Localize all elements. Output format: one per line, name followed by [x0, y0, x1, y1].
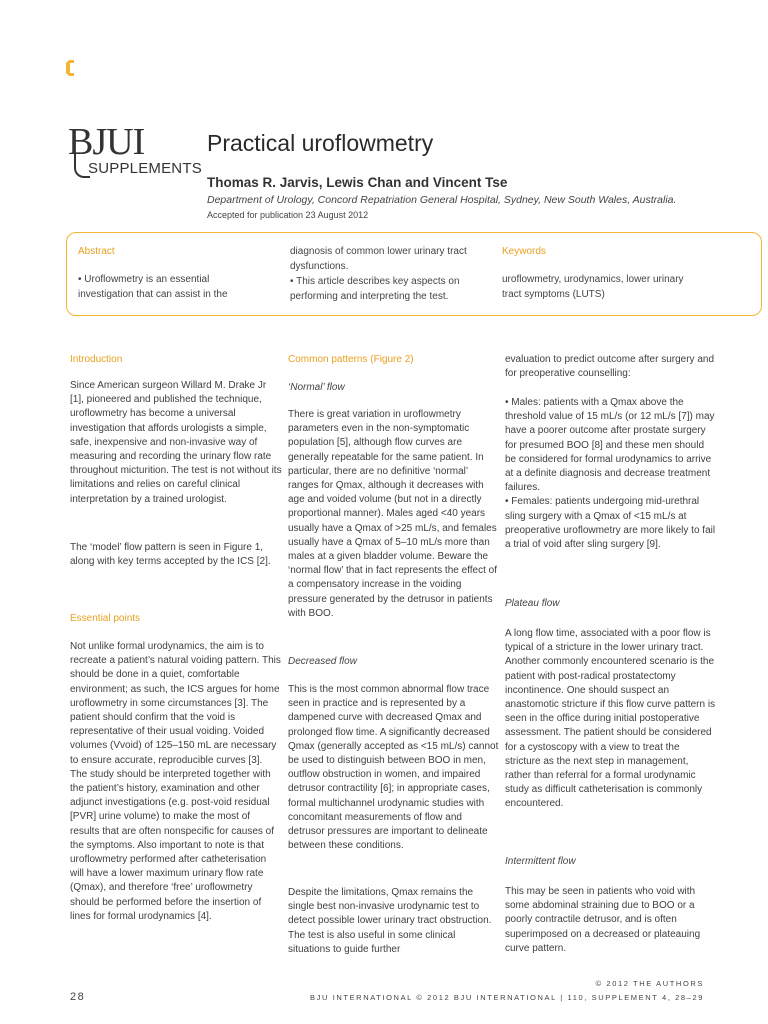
logo-sub: SUPPLEMENTS: [88, 160, 202, 177]
col3-para-1: evaluation to predict outcome after surgery and for preoperative counselling:: [505, 354, 715, 380]
abstract-left: • Uroflowmetry is an essential investigation that can assist in the: [78, 274, 228, 300]
plateau-flow-para: A long flow time, associated with a poor flow is typical of a stricture in the lower urinary tract. Another commonly encountered scenario is the patient with post-radical prostatectomy incontinence. One should suspect an anastomotic stricture if this flow curve pattern is seen in the office during initial postoperative assessment. The patient should be considered for a cystoscopy with a view to treat the stricture as the next step in management, rather than referral for a formal urodynamic study as difficult catheterisation is commonly encountered.: [505, 628, 716, 810]
keywords-text: uroflowmetry, urodynamics, lower urinary tract symptoms (LUTS): [502, 274, 684, 300]
decreased-flow-heading: Decreased flow: [288, 656, 357, 667]
article-title: Practical uroflowmetry: [207, 130, 434, 156]
decreased-flow-para-1: This is the most common abnormal flow trace seen in practice and is represented by a dampened curve with decreased Qmax and prolonged flow time. A significantly decreased Qmax (generally accepted as <15 mL/s) cannot be used to distinguish between BOO in men, outflow obstruction in women, and impaired detrusor contractility [6]; in appropriate cases, formal multichannel urodynamic studies with concomitant measurements of flow and detrusor pressures are important to delineate between these conditions.: [288, 684, 499, 852]
accepted-date: Accepted for publication 23 August 2012: [207, 210, 369, 220]
affiliation: Department of Urology, Concord Repatriation General Hospital, Sydney, New South Wales, Australia.: [207, 194, 677, 206]
introduction-para-1: Since American surgeon Willard M. Drake Jr [1], pioneered and published the technique, uroflowmetry has become a universal investigation that affords urologists a simple, safe, inexpensive and non-invasive way of measuring and recording the urinary flow rate throughout micturition. The test is not without its limitations and relies on careful clinical interpretation by a trained urologist.: [70, 380, 282, 505]
footer-copyright: © 2012 THE AUTHORS: [595, 979, 704, 988]
logo-main: BJUI: [68, 121, 145, 163]
abstract-heading: Abstract: [78, 246, 115, 257]
essential-para: Not unlike formal urodynamics, the aim is to recreate a patient’s natural voiding pattern. This should be done in a quiet, comfortable environment; as such, the ICS argues for home uroflowmetry in some circumstances [3]. The patient should confirm that the void is representative of their usual voiding. Voided volumes (Vvoid) of 125–150 mL are necessary to ensure accurate, reproducible curves [3]. The study should be interpreted together with the patient’s history, examination and other adjunct investigations (e.g. post-void residual [PVR] urine volume) to make the most of results that are often nonspecific for causes of the symptoms. Also important to note is that uroflowmetry performed after catheterisation will have a lower maximum urinary flow rate (Qmax), and therefore ‘free’ uroflowmetry should be performed before the insertion of lines for formal urodynamics [4].: [70, 641, 281, 922]
bracket-mark-icon: [66, 60, 75, 76]
essential-heading: Essential points: [70, 613, 141, 624]
introduction-para-2: The ‘model’ flow pattern is seen in Figure 1, along with key terms accepted by the ICS [2].: [70, 542, 271, 568]
decreased-flow-para-2: Despite the limitations, Qmax remains the single best non-invasive urodynamic test to detect possible lower urinary tract obstruction. The test is also useful in some clinical situations to guide further: [288, 887, 492, 955]
common-patterns-heading: Common patterns (Figure 2): [288, 354, 414, 365]
authors: Thomas R. Jarvis, Lewis Chan and Vincent Tse: [207, 175, 508, 190]
introduction-heading: Introduction: [70, 354, 123, 365]
abstract-middle: diagnosis of common lower urinary tract dysfunctions. • This article describes key aspects on performing and interpreting the test.: [290, 246, 467, 302]
normal-flow-para: There is great variation in uroflowmetry parameters even in the non-symptomatic population [5], although flow curves are generally repeatable for the same patient. In particular, there are no definitive ‘normal’ ranges for Qmax, although it decreases with age and voided volume (but not in a directly proportional manner). Males aged <40 years usually have a Qmax of >25 mL/s, and females usually have a Qmax of 5–10 mL/s more than males at a given bladder volume. Beware the ‘normal flow’ that in fact represents the effect of a compensatory increase in the voiding pressure generated by the detrusor in patients with BOO.: [288, 409, 497, 619]
journal-logo: [68, 121, 202, 177]
normal-flow-heading: ‘Normal’ flow: [288, 382, 345, 393]
intermittent-flow-para: This may be seen in patients who void with some abdominal straining due to BOO or a poorly contractile detrusor, and is often superimposed on a decreased or plateauing curve pattern.: [505, 886, 701, 954]
page-number: 28: [70, 991, 86, 1003]
keywords-heading: Keywords: [502, 246, 546, 257]
plateau-flow-heading: Plateau flow: [505, 598, 560, 609]
col3-bullets: • Males: patients with a Qmax above the threshold value of 15 mL/s (or 12 mL/s [7]) may have a poorer outcome after prostate surgery for presumed BOO [8] and these men should be considered for formal urodynamics to arrive at a definite diagnosis and decrease treatment failures. • Females: patients undergoing mid-urethral sling surgery with a Qmax of <15 mL/s at preoperative uroflowmetry are more likely to fail a trial of void after sling surgery [9].: [505, 397, 716, 551]
footer-journal: BJU INTERNATIONAL © 2012 BJU INTERNATIONAL | 110, SUPPLEMENT 4, 28–29: [310, 993, 704, 1002]
intermittent-flow-heading: Intermittent flow: [505, 856, 576, 867]
